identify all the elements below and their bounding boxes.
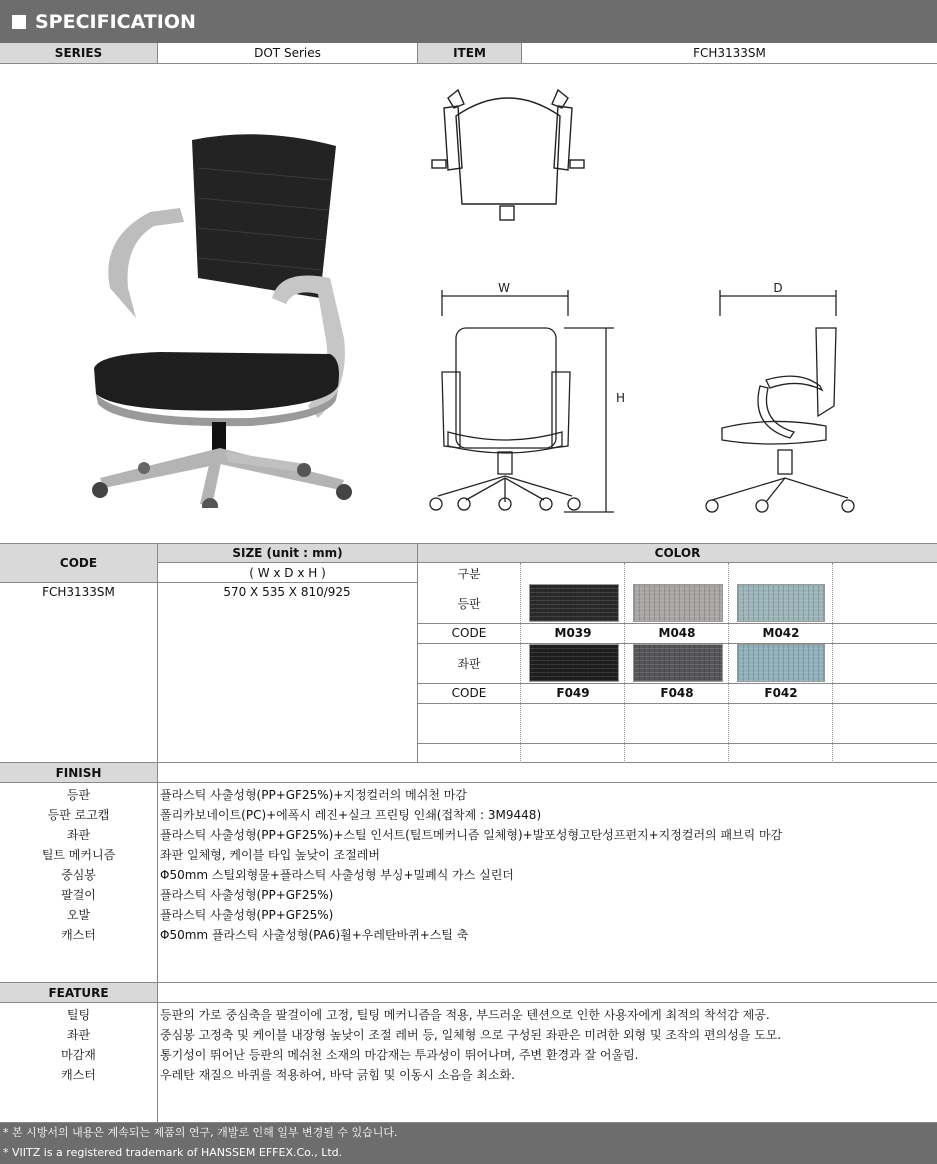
spec-header (0, 0, 937, 43)
width-label: W (498, 281, 510, 295)
product-image-area (0, 64, 937, 544)
finish-row-label: 오발 (66, 908, 91, 922)
item-value: FCH3133SM (521, 43, 937, 63)
code-header: CODE (0, 544, 157, 583)
back-label: 등판 (457, 596, 481, 611)
feature-section (0, 983, 937, 1123)
size-header: SIZE (unit : mm) (157, 544, 417, 563)
back-code-1: M039 (554, 626, 592, 640)
back-swatch-3 (737, 584, 825, 622)
footer-note-2: * VIITZ is a registered trademark of HANSSEM EFFEX.Co., Ltd. (3, 1146, 343, 1159)
finish-row-label: 등판 (66, 788, 91, 802)
feature-row-label: 좌판 (66, 1028, 91, 1042)
size-value: 570 X 535 X 810/925 (223, 585, 351, 599)
back-code-3: M042 (762, 626, 800, 640)
finish-row-value: 플라스틱 사출성형(PP+GF25%)+스틸 인서트(틸트메커니즘 일체형)+발포성형고탄성프펀지+지정컬러의 패브릭 마감 (160, 828, 783, 842)
color-header: COLOR (417, 544, 937, 563)
finish-row-value: 플라스틱 사출성형(PP+GF25%) (160, 888, 334, 902)
finish-row-value: Φ50mm 스틸외형물+플라스틱 사출성형 부싱+밀폐식 가스 실린더 (160, 868, 514, 882)
finish-row-label: 중심봉 (61, 868, 96, 882)
back-code-2: M048 (658, 626, 696, 640)
series-value: DOT Series (157, 43, 417, 63)
seat-swatch-1 (529, 644, 619, 682)
feature-row-value: 중심봉 고정축 및 케이블 내장형 높낮이 조절 레버 등, 일체형 으로 구성된 좌판은 미려한 외형 및 조작의 편의성을 도모. (160, 1028, 782, 1042)
seat-label: 좌판 (457, 656, 481, 671)
height-label: H (616, 391, 626, 405)
finish-row-value: 폴리카보네이트(PC)+에폭시 레진+실크 프린팅 인쇄(접착제 : 3M9448) (160, 808, 542, 822)
feature-row-label: 틸팅 (66, 1008, 91, 1022)
square-icon (12, 15, 26, 29)
side-view-drawing (700, 276, 860, 526)
finish-row-label: 틸트 메커니즘 (41, 848, 116, 862)
feature-row-value: 우레탄 재질으 바퀴를 적용하여, 바닥 긁힘 및 이동시 소음을 최소화. (160, 1068, 515, 1082)
series-label: SERIES (0, 43, 157, 63)
series-row (0, 43, 937, 64)
back-swatch-1 (529, 584, 619, 622)
seat-swatch-2 (633, 644, 723, 682)
front-view-drawing (426, 276, 626, 526)
item-label: ITEM (417, 43, 521, 63)
seat-code-2: F048 (660, 686, 694, 700)
color-category-label: 구분 (457, 566, 481, 581)
depth-label: D (773, 281, 783, 295)
seat-code-1: F049 (556, 686, 590, 700)
seat-swatch-3 (737, 644, 825, 682)
feature-row-value: 등판의 가로 중심축을 팔걸이에 고정, 틸팅 메커니즘을 적용, 부드러운 텐션으로 인한 사용자에게 최적의 착석감 제공. (160, 1008, 770, 1022)
footer-note-1: * 본 시방서의 내용은 계속되는 제품의 연구, 개발로 인해 일부 변경될 수 있습니다. (3, 1126, 398, 1139)
feature-row-label: 캐스터 (61, 1068, 96, 1082)
size-color-table (0, 544, 937, 763)
size-subheader: ( W x D x H ) (157, 563, 417, 583)
finish-row-value: 플라스틱 사출성형(PP+GF25%) (160, 908, 334, 922)
feature-title: FEATURE (0, 983, 157, 1003)
back-code-label: CODE (451, 626, 487, 640)
back-swatch-2 (633, 584, 723, 622)
finish-row-value: 좌판 일체형, 케이블 타입 높낮이 조절레버 (160, 848, 380, 862)
feature-row-label: 마감재 (61, 1048, 96, 1062)
finish-row-value: Φ50mm 플라스틱 사출성형(PA6)휠+우레탄바퀴+스틸 축 (160, 928, 469, 942)
chair-photo (80, 128, 380, 508)
code-value: FCH3133SM (42, 585, 115, 599)
seat-code-label: CODE (451, 686, 487, 700)
finish-title: FINISH (0, 763, 157, 783)
top-view-drawing (428, 76, 588, 228)
finish-row-label: 등판 로고캡 (47, 808, 110, 822)
seat-code-3: F042 (764, 686, 798, 700)
footer-bar (0, 1123, 937, 1164)
finish-row-label: 좌판 (66, 828, 91, 842)
finish-row-value: 플라스틱 사출성형(PP+GF25%)+지정컬러의 메쉬천 마감 (160, 788, 467, 802)
finish-row-label: 캐스터 (61, 928, 96, 942)
feature-row-value: 통기성이 뛰어난 등판의 메쉬천 소재의 마감재는 투과성이 뛰어나며, 주변 환경과 잘 어울림. (160, 1048, 639, 1062)
finish-section (0, 763, 937, 983)
finish-row-label: 팔걸이 (61, 888, 96, 902)
page-title: SPECIFICATION (35, 10, 196, 33)
